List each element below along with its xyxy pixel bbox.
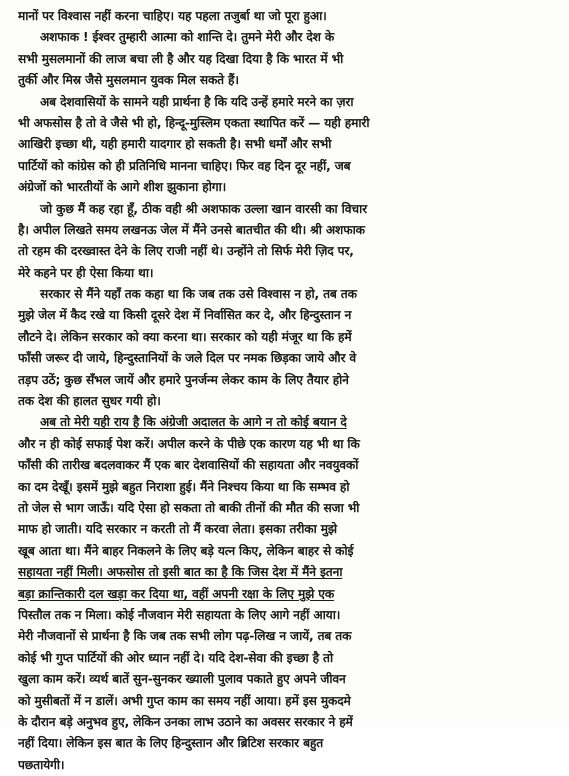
text-line-content: को मुसीबतों में न डालें। अभी गुप्त काम का समय नहीं आया। हमें इस मुकदमे (18, 693, 351, 708)
text-line-content: नहीं दिया। लेकिन इस बात के लिए हिन्दुस्तान और ब्रिटिश सरकार बहुत (18, 736, 324, 751)
text-line-content: मानों पर विश्वास नहीं करना चाहिए। यह पहला तजुर्बा था जो पूरा हुआ। (18, 9, 327, 23)
text-line-content: खुला काम करें। व्यर्थ बातें सुन-सुनकर ख्याली पुलाव पकाते हुए अपने जीवन (18, 672, 346, 687)
text-line-content: अब तो मेरी यही राय है कि अंग्रेजी अदालत के आगे न तो कोई बयान दे (40, 415, 347, 430)
text-line (18, 199, 559, 220)
text-line (18, 584, 559, 605)
text-line (18, 477, 559, 498)
text-line (18, 49, 559, 70)
text-line (18, 27, 559, 48)
text-line (18, 498, 559, 519)
text-line (18, 669, 559, 690)
text-line (18, 691, 559, 712)
text-line (18, 134, 559, 155)
text-line-content: का दम देखूँ। इसमें मुझे बहुत निराशा हुई। मैंने निश्चय किया था कि सम्भव हो (18, 479, 350, 494)
document-body (18, 6, 559, 776)
text-line-content: तुर्की और मिस्र जैसे मुसलमान युवक मिल सकते हैं। (18, 73, 239, 88)
text-line-content: सभी मुसलमानों की लाज बचा ली है और यह दिखा दिया है कि भारत में भी (18, 51, 344, 66)
text-line-content: भी अफसोस है तो वे जैसे भी हो, हिन्दू-मुस्लिम एकता स्थापित करें — यही हमारी (18, 115, 370, 130)
text-line (18, 156, 559, 177)
text-line-content: के दौरान बड़े अनुभव हुए, लेकिन उनका लाभ उठाने का अवसर सरकार ने हमें (18, 714, 353, 729)
text-line-content: तक देश की हालत सुधर गयी हो। (18, 394, 161, 409)
text-line (18, 305, 559, 326)
text-line (18, 6, 559, 27)
text-line-content: मेरी नौजवानों से प्रार्थना है कि जब तक सभी लोग पढ़-लिख न जायें, तब तक (18, 629, 352, 644)
text-line (18, 755, 559, 776)
text-line (18, 434, 559, 455)
text-line-content: खूब आता था। मैंने बाहर निकलने के लिए बड़े यत्न किए, लेकिन बाहर से कोई (18, 543, 354, 558)
text-line (18, 648, 559, 669)
text-line-content: मुझे जेल में कैद रखे या किसी दूसरे देश में निर्वासित कर दे, और हिन्दुस्तान न (18, 308, 352, 323)
text-line (18, 241, 559, 262)
text-line-content: पार्टियों को कांग्रेस को ही प्रतिनिधि मानना चाहिए। फिर वह दिन दूर नहीं, जब (18, 158, 351, 173)
text-line-content: तो जेल से भाग जाऊँ। यदि ऐसा हो सकता तो बाकी तीनों की मौत की सजा भी (18, 500, 360, 515)
text-line-content: है। अपील लिखते समय लखनऊ जेल में मैंने उनसे बातचीत की थी। श्री अशफाक (18, 222, 365, 237)
text-line (18, 327, 559, 348)
text-line (18, 733, 559, 754)
text-line (18, 626, 559, 647)
text-line (18, 541, 559, 562)
text-line (18, 177, 559, 198)
text-line-content: लौटने दे। लेकिन सरकार को क्या करना था। सरकार को यही मंजूर था कि हमें (18, 329, 352, 344)
text-line-content: माफ हो जाती। यदि सरकार न करती तो मैं करवा लेता। इसका तरीका मुझे (18, 522, 337, 537)
text-line-content: तड़प उठें; कुछ सँभल जायें और हमारे पुनर्जन्म लेकर काम के लिए तैयार होने (18, 372, 349, 387)
text-line-content: बड़ा क्रान्तिकारी दल खड़ा कर दिया था, वहीं अपनी रक्षा के लिए मुझे एक (18, 586, 335, 601)
text-line (18, 92, 559, 113)
text-line (18, 605, 559, 626)
text-line-content: कोई भी गुप्त पार्टियों की ओर ध्यान नहीं दे। यदि देश-सेवा की इच्छा है तो (18, 650, 334, 665)
text-line (18, 220, 559, 241)
text-line (18, 562, 559, 583)
text-line (18, 348, 559, 369)
text-line-content: मेरे कहने पर ही ऐसा किया था। (18, 265, 154, 280)
text-line-content: सहायता नहीं मिली। अफसोस तो इसी बात का है कि जिस देश में मैंने इतना (18, 565, 343, 580)
text-line-content: अंग्रेजों को भारतीयों के आगे शीश झुकाना होगा। (18, 180, 227, 195)
text-line (18, 391, 559, 412)
text-line-content: जो कुछ मैं कह रहा हूँ, ठीक वही श्री अशफाक उल्ला खान वारसी का विचार (40, 201, 368, 216)
text-line-content: अशफाक ! ईश्वर तुम्हारी आत्मा को शान्ति दे। तुमने मेरी और देश के (40, 30, 335, 45)
text-line (18, 263, 559, 284)
text-line (18, 370, 559, 391)
text-line-content: और न ही कोई सफाई पेश करें। अपील करने के पीछे एक कारण यह भी था कि (18, 436, 360, 451)
text-line (18, 519, 559, 540)
text-line (18, 455, 559, 476)
text-line (18, 113, 559, 134)
text-line-content: आखिरी इच्छा थी, यही हमारी यादगार हो सकती है। सभी धर्मों और सभी (18, 137, 332, 152)
text-line-content: अब देशवासियों के सामने यही प्रार्थना है कि यदि उन्हें हमारे मरने का ज़रा (40, 94, 354, 109)
text-line (18, 412, 559, 433)
text-line-content: पिस्तौल तक न मिला। कोई नौजवान मेरी सहायता के लिए आगे नहीं आया। (18, 607, 341, 622)
text-line (18, 284, 559, 305)
text-line-content: पछतायेगी। (18, 757, 65, 772)
text-line-content: फाँसी जरूर दी जाये, हिन्दुस्तानियों के जले दिल पर नमक छिड़का जाये और वे (18, 351, 357, 366)
text-line-content: सरकार से मैंने यहाँ तक कहा था कि जब तक उसे विश्वास न हो, तब तक (40, 287, 357, 302)
text-line (18, 712, 559, 733)
text-line-content: तो रहम की दरख्वास्त देने के लिए राजी नहीं थे। उन्होंने तो सिर्फ मेरी ज़िद पर, (18, 244, 354, 259)
text-line-content: फाँसी की तारीख बदलवाकर मैं एक बार देशवासियों की सहायता और नवयुवकों (18, 458, 359, 473)
text-line (18, 70, 559, 91)
